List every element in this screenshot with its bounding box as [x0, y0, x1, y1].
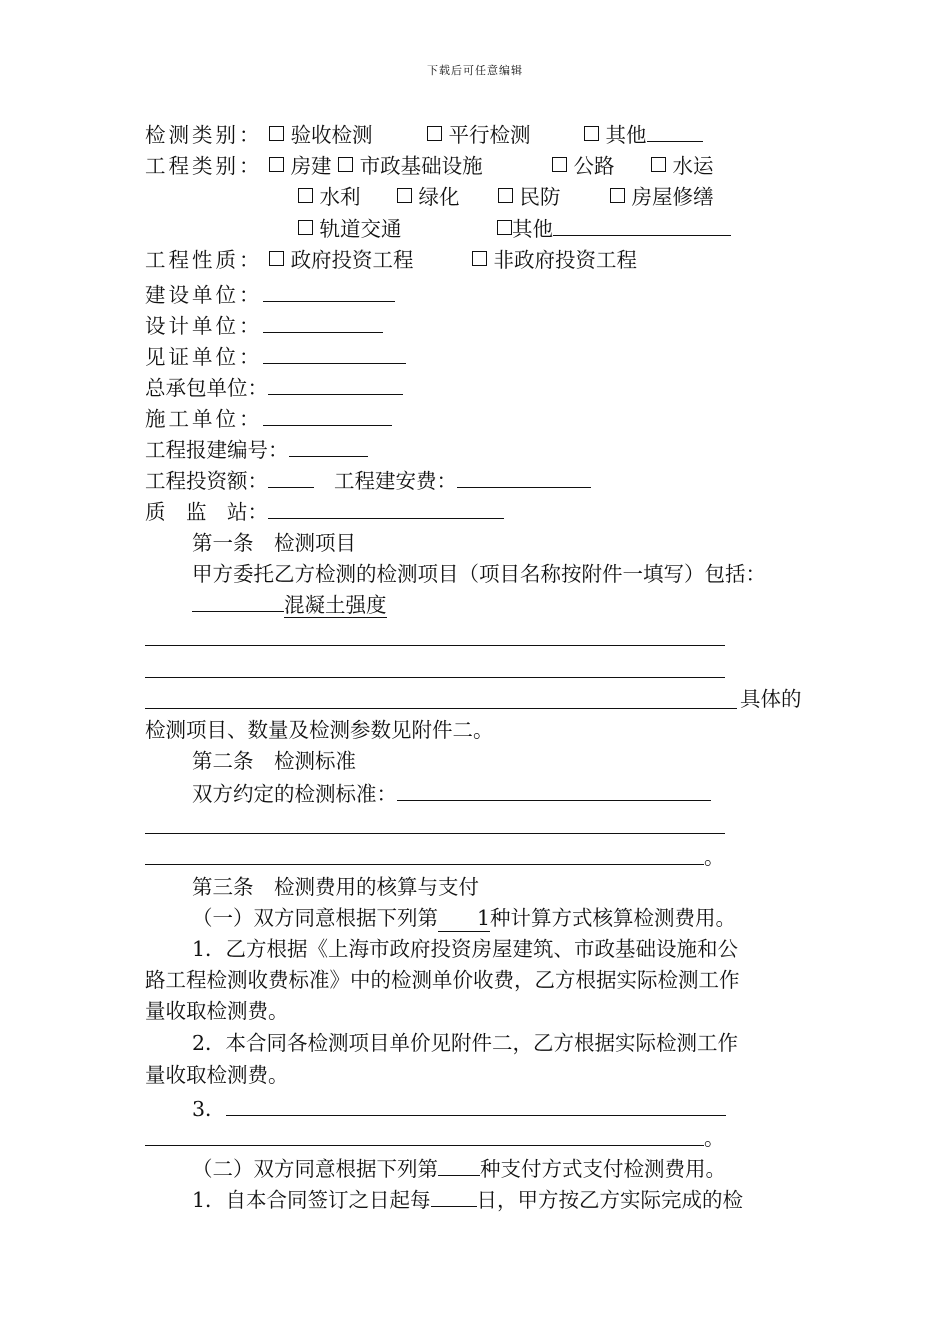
article2-blank-line-2[interactable] [145, 864, 704, 865]
checkbox-water-transport[interactable] [651, 157, 666, 172]
general-contractor-blank[interactable] [268, 375, 403, 395]
option-water-conservancy-row [298, 184, 361, 210]
registration-blank[interactable] [289, 437, 368, 457]
option-civil-defense-row [498, 184, 561, 210]
project-nature-label: 工程性质： [145, 248, 263, 272]
checkbox-highway[interactable] [552, 157, 567, 172]
option-municipal: 市政基础设施 [359, 154, 483, 178]
design-unit-label: 设计单位： [145, 314, 263, 338]
checkbox-greening[interactable] [397, 188, 412, 203]
checkbox-parallel[interactable] [427, 126, 442, 141]
article1-title: 第一条 检测项目 [192, 531, 356, 555]
article1-tail-a: 具体的 [740, 687, 802, 711]
method1-line1: 1．乙方根据《上海市政府投资房屋建筑、市政基础设施和公 [192, 937, 739, 961]
method3-end: 。 [704, 1126, 725, 1150]
witness-unit-blank[interactable] [263, 344, 406, 364]
method3-label: 3． [192, 1097, 226, 1121]
payment1-a: 1．自本合同签订之日起每 [192, 1188, 431, 1212]
project-other-blank[interactable] [553, 216, 731, 236]
build-unit-blank[interactable] [263, 282, 395, 302]
article3-p1-b: 种计算方式核算检测费用。 [490, 906, 736, 930]
option-other-row [584, 122, 703, 148]
option-other: 其他 [605, 123, 647, 147]
option-highway-row [552, 153, 615, 179]
option-rail-row [298, 216, 402, 242]
option-housing: 房建 [290, 154, 332, 178]
construction-unit-blank[interactable] [263, 406, 392, 426]
project-nature-row [145, 247, 414, 273]
option-government-investment: 政府投资工程 [290, 248, 414, 272]
article3-p2-a: （二）双方同意根据下列第 [192, 1157, 438, 1181]
witness-unit-label: 见证单位： [145, 345, 263, 369]
construction-unit-label: 施工单位： [145, 407, 263, 431]
project-type-row-1 [145, 153, 483, 179]
method2-line2: 量收取检测费。 [145, 1063, 289, 1087]
option-water-conservancy: 水利 [319, 185, 361, 209]
article3-p2-choice-blank[interactable] [438, 1156, 480, 1176]
article3-p2 [192, 1156, 726, 1182]
checkbox-project-other[interactable] [497, 220, 512, 235]
checkbox-housing[interactable] [269, 157, 284, 172]
article1-item-row [192, 592, 387, 618]
investment-label: 工程投资额： [145, 469, 268, 493]
option-project-other-row [497, 216, 731, 242]
checkbox-other-type[interactable] [584, 126, 599, 141]
method3-blank[interactable] [226, 1096, 726, 1116]
article1-blank-line-2[interactable] [145, 677, 725, 678]
option-repair-row [610, 184, 714, 210]
general-contractor-row [145, 375, 403, 401]
build-unit-row [145, 282, 395, 308]
investment-row [145, 468, 314, 494]
article2-standard-blank[interactable] [397, 781, 711, 801]
article3-p2-b: 种支付方式支付检测费用。 [480, 1157, 726, 1181]
checkbox-non-government-investment[interactable] [472, 251, 487, 266]
article2-blank-line-1[interactable] [145, 833, 725, 834]
project-type-label: 工程类别： [145, 154, 263, 178]
option-greening-row [397, 184, 460, 210]
article2-agreed-row [192, 781, 711, 807]
quality-station-blank[interactable] [268, 499, 504, 519]
inspection-type-row [145, 122, 373, 148]
payment1-line [192, 1187, 743, 1213]
article1-intro: 甲方委托乙方检测的检测项目（项目名称按附件一填写）包括： [192, 562, 766, 586]
payment1-b: 日，甲方按乙方实际完成的检 [476, 1188, 744, 1212]
build-unit-label: 建设单位： [145, 283, 263, 307]
method3-row [192, 1096, 726, 1122]
payment1-days-blank[interactable] [431, 1187, 477, 1207]
checkbox-repair[interactable] [610, 188, 625, 203]
design-unit-row [145, 313, 383, 339]
investment-blank[interactable] [268, 468, 314, 488]
quality-station-row [145, 499, 504, 525]
checkbox-municipal[interactable] [338, 157, 353, 172]
option-water-transport: 水运 [672, 154, 714, 178]
install-fee-row [334, 468, 591, 494]
article2-title: 第二条 检测标准 [192, 749, 356, 773]
design-unit-blank[interactable] [263, 313, 383, 333]
checkbox-water-conservancy[interactable] [298, 188, 313, 203]
article1-item[interactable]: 混凝土强度 [284, 593, 387, 617]
construction-unit-row [145, 406, 392, 432]
option-water-transport-row [651, 153, 714, 179]
witness-unit-row [145, 344, 406, 370]
article1-blank-line-1[interactable] [145, 645, 725, 646]
article3-p1 [192, 905, 736, 932]
method2-line1: 2．本合同各检测项目单价见附件二，乙方根据实际检测工作 [192, 1031, 739, 1055]
option-non-government-investment: 非政府投资工程 [493, 248, 638, 272]
option-rail: 轨道交通 [319, 217, 402, 241]
article3-p1-choice[interactable]: 1 [438, 905, 490, 932]
inspection-type-label: 检测类别： [145, 123, 263, 147]
option-parallel: 平行检测 [448, 123, 531, 147]
checkbox-government-investment[interactable] [269, 251, 284, 266]
checkbox-civil-defense[interactable] [498, 188, 513, 203]
checkbox-acceptance[interactable] [269, 126, 284, 141]
article2-end: 。 [704, 845, 725, 869]
method1-line3: 量收取检测费。 [145, 999, 289, 1023]
article1-item-lead-blank[interactable] [192, 592, 284, 612]
page-header-note: 下载后可任意编辑 [427, 64, 523, 77]
method3-blank-line[interactable] [145, 1145, 704, 1146]
article2-agreed-label: 双方约定的检测标准： [192, 782, 397, 806]
install-fee-label: 工程建安费： [334, 469, 457, 493]
option-project-other: 其他 [512, 217, 553, 241]
option-acceptance: 验收检测 [290, 123, 373, 147]
option-parallel-row [427, 122, 531, 148]
method1-line2: 路工程检测收费标准》中的检测单价收费，乙方根据实际检测工作 [145, 968, 740, 992]
general-contractor-label: 总承包单位： [145, 376, 268, 400]
option-greening: 绿化 [418, 185, 460, 209]
other-type-blank[interactable] [647, 122, 703, 142]
quality-station-label: 质 监 站： [145, 500, 268, 524]
article3-title: 第三条 检测费用的核算与支付 [192, 875, 479, 899]
registration-label: 工程报建编号： [145, 438, 289, 462]
option-civil-defense: 民防 [519, 185, 561, 209]
article1-tail-b: 检测项目、数量及检测参数见附件二。 [145, 718, 494, 742]
option-highway: 公路 [573, 154, 615, 178]
install-fee-blank[interactable] [457, 468, 591, 488]
registration-row [145, 437, 368, 463]
article3-p1-a: （一）双方同意根据下列第 [192, 906, 438, 930]
option-repair: 房屋修缮 [631, 185, 714, 209]
article1-blank-line-3[interactable] [145, 708, 737, 709]
checkbox-rail[interactable] [298, 220, 313, 235]
option-non-government-row [472, 247, 637, 273]
